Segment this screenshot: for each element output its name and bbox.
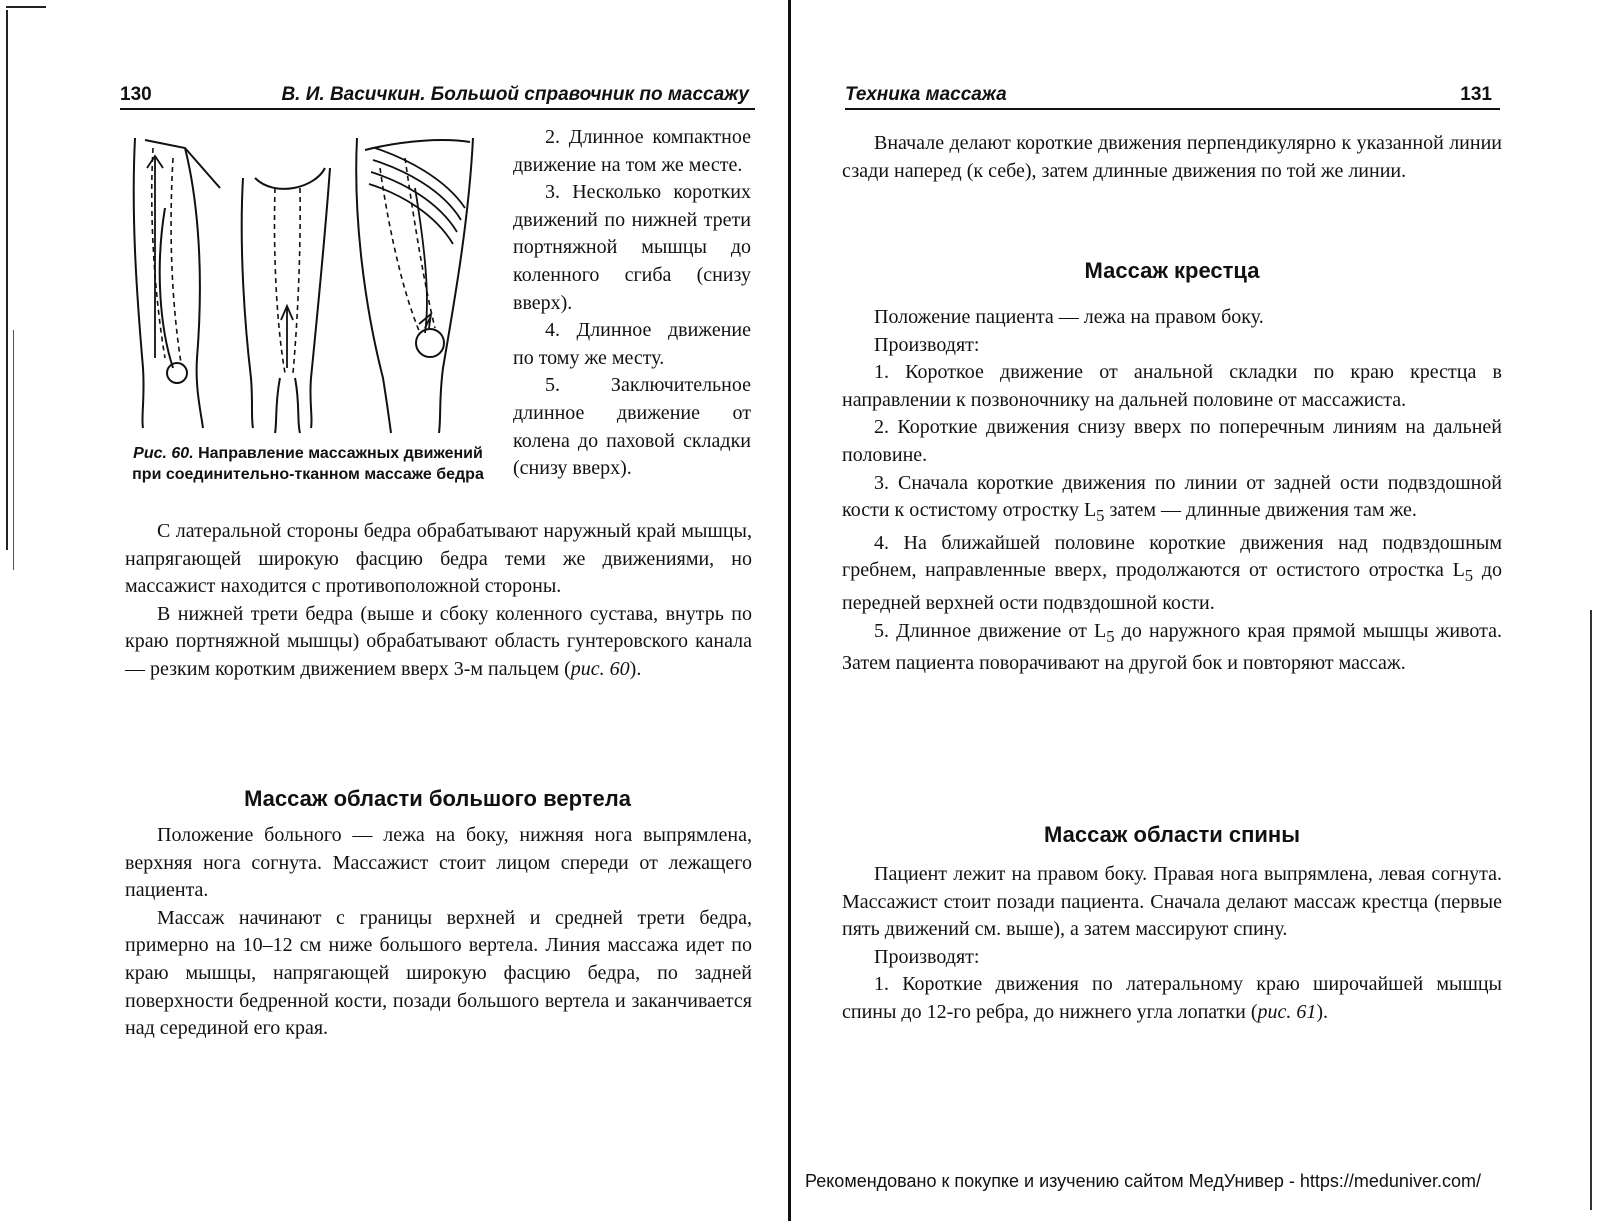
figure-60 <box>125 128 490 438</box>
page-number: 130 <box>120 84 152 105</box>
item-text: 3. Сначала короткие движения по линии от задней ости подвздошной кости к остистому отростку L <box>842 471 1502 522</box>
paragraph-end: ). <box>629 657 642 680</box>
caption-label: Рис. 60. <box>133 445 194 462</box>
list-item: 1. Короткое движение от анальной складки по краю крестца в направлении к позвоночнику на дальней половине от массажиста. <box>842 361 1502 411</box>
item-text: 4. На ближайшей половине короткие движения над подвздошным гребнем, направленные вверх, продолжаются от остистого отростка L <box>842 531 1502 582</box>
list-item <box>842 971 1502 1026</box>
running-title: В. И. Васичкин. Большой справочник по массажу <box>281 84 749 105</box>
running-head <box>120 82 755 110</box>
paragraph: Производят: <box>874 945 980 968</box>
list-item: 3. Несколько коротких движений по нижней трети портняжной мышцы до коленного сгиба (снизу вверх). <box>513 181 751 314</box>
list-item <box>842 470 1502 530</box>
page-number: 131 <box>1460 84 1492 105</box>
paragraph: Массаж начинают с границы верхней и средней трети бедра, примерно на 10–12 см ниже большого вертела. Линия массажа идет по краю мышцы, напрягающей широкую фасцию бедра, по задней поверхности бедренной кости, позади большого вертела и заканчивается над серединой его края. <box>125 906 752 1040</box>
item-text: ). <box>1316 1000 1329 1023</box>
list-item: 2. Короткие движения снизу вверх по поперечным линиям на дальней половине. <box>842 416 1502 466</box>
item-text: 5. Длинное движение от L <box>874 619 1107 642</box>
section-heading: Массаж крестца <box>1084 258 1260 283</box>
subscript: 5 <box>1464 566 1474 586</box>
paragraph: Производят: <box>874 333 980 356</box>
item-text: до передней верхней ости подвздошной кости. <box>842 559 1502 614</box>
list-item: 5. Заключительное длинное движение от колена до паховой складки (снизу вверх). <box>513 374 751 480</box>
list-item: 2. Длинное компактное движение на том же месте. <box>513 126 751 176</box>
running-title: Техника массажа <box>845 84 1007 105</box>
footer-watermark: Рекомендовано к покупке и изучению сайтом МедУнивер - https://meduniver.com/ <box>805 1171 1481 1191</box>
section-text <box>125 822 752 1043</box>
list-item <box>842 618 1502 678</box>
thigh-massage-illustration <box>125 128 490 438</box>
running-head <box>845 82 1500 110</box>
intro-text <box>842 130 1502 185</box>
paragraph: С латеральной стороны бедра обрабатывают наружный край мышцы, напрягающей широкую фасцию бедра теми же движениями, но массажист находится с противоположной стороны. <box>125 520 752 598</box>
paragraph: Положение пациента — лежа на правом боку. <box>874 306 1264 328</box>
subscript: 5 <box>1106 626 1115 646</box>
list-item: 4. Длинное движение по тому же месту. <box>513 319 751 369</box>
figure-reference: рис. 60 <box>570 657 630 680</box>
figure-reference: рис. 61 <box>1257 1000 1317 1023</box>
caption-text: Направление массажных движений при соединительно-тканном массаже бедра <box>132 445 484 483</box>
body-text <box>125 518 752 684</box>
paragraph: Вначале делают короткие движения перпендикулярно к указанной линии сзади наперед (к себе), затем длинные движения по той же линии. <box>842 132 1502 182</box>
section-text <box>842 304 1502 678</box>
section-heading: Массаж области большого вертела <box>244 786 631 811</box>
section-text <box>842 861 1502 1027</box>
left-page <box>0 0 790 1221</box>
paragraph <box>125 601 752 684</box>
right-page <box>790 0 1600 1221</box>
side-column <box>513 124 751 483</box>
section-heading: Массаж области спины <box>1044 822 1300 847</box>
paragraph: Положение больного — лежа на боку, нижняя нога выпрямлена, верхняя нога согнута. Массажист стоит лицом спереди от лежащего пациента. <box>125 824 752 902</box>
item-text: 1. Короткие движения по латеральному краю широчайшей мышцы спины до 12-го ребра, до нижнего угла лопатки ( <box>842 973 1502 1023</box>
paragraph: Пациент лежит на правом боку. Правая нога выпрямлена, левая согнута. Массажист стоит позади пациента. Сначала делают массаж крестца (первые пять движений см. выше), а затем массируют спину. <box>842 863 1502 941</box>
figure-caption <box>128 443 488 485</box>
paragraph-text: В нижней трети бедра (выше и сбоку коленного сустава, внутрь по краю портняжной мышцы) обрабатывают область гунтеровского канала — резким коротким движением вверх 3-м пальцем ( <box>125 602 752 680</box>
subscript: 5 <box>1096 506 1105 526</box>
item-text: до наружного края прямой мышцы живота. Затем пациента поворачивают на другой бок и повторяют массаж. <box>842 619 1502 675</box>
item-text: затем — длинные движения там же. <box>1104 499 1417 522</box>
list-item <box>842 530 1502 618</box>
